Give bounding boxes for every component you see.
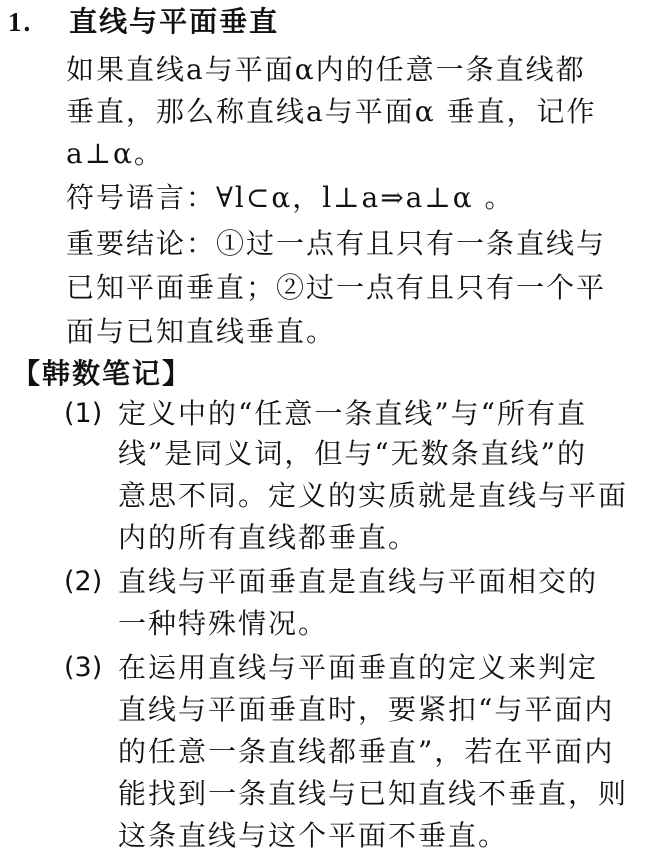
note-1-line-4: 内的所有直线都垂直。 <box>118 521 419 554</box>
note-3-number: (3) <box>64 652 103 683</box>
note-2-line-2: 一种特殊情况。 <box>118 607 329 640</box>
note-3-line-4: 能找到一条直线与已知直线不垂直，则 <box>118 777 629 810</box>
note-3-line-1: 在运用直线与平面垂直的定义来判定 <box>118 651 599 684</box>
symbol-language-line: 符号语言：∀l⊂α，l⊥a⇒a⊥α 。 <box>66 181 515 214</box>
conclusion-line-3: 面与已知直线垂直。 <box>66 315 337 348</box>
notes-title: 【韩数笔记】 <box>12 357 193 390</box>
section-number: 1. <box>8 7 33 37</box>
section-heading <box>8 4 279 40</box>
note-2-number: (2) <box>64 566 103 597</box>
conclusion-line-2: 已知平面垂直；②过一点有且只有一个平 <box>66 271 607 304</box>
note-3-line-5: 这条直线与这个平面不垂直。 <box>118 819 509 852</box>
conclusion-line-1: 重要结论：①过一点有且只有一条直线与 <box>66 227 607 260</box>
note-1-line-2: 线”是同义词，但与“无数条直线”的 <box>118 437 587 470</box>
note-1-line-1: 定义中的“任意一条直线”与“所有直 <box>118 397 587 430</box>
definition-line-3: a⊥α。 <box>66 137 164 170</box>
note-2-line-1: 直线与平面垂直是直线与平面相交的 <box>118 565 599 598</box>
note-3-line-3: 的任意一条直线都垂直”，若在平面内 <box>118 735 615 768</box>
note-3-line-2: 直线与平面垂直时，要紧扣“与平面内 <box>118 693 615 726</box>
definition-line-1: 如果直线a与平面α内的任意一条直线都 <box>66 53 586 86</box>
note-1-number: (1) <box>64 398 103 429</box>
section-title: 直线与平面垂直 <box>69 5 280 38</box>
definition-line-2: 垂直，那么称直线a与平面α 垂直，记作 <box>66 95 597 128</box>
note-1-line-3: 意思不同。定义的实质就是直线与平面 <box>118 479 629 512</box>
